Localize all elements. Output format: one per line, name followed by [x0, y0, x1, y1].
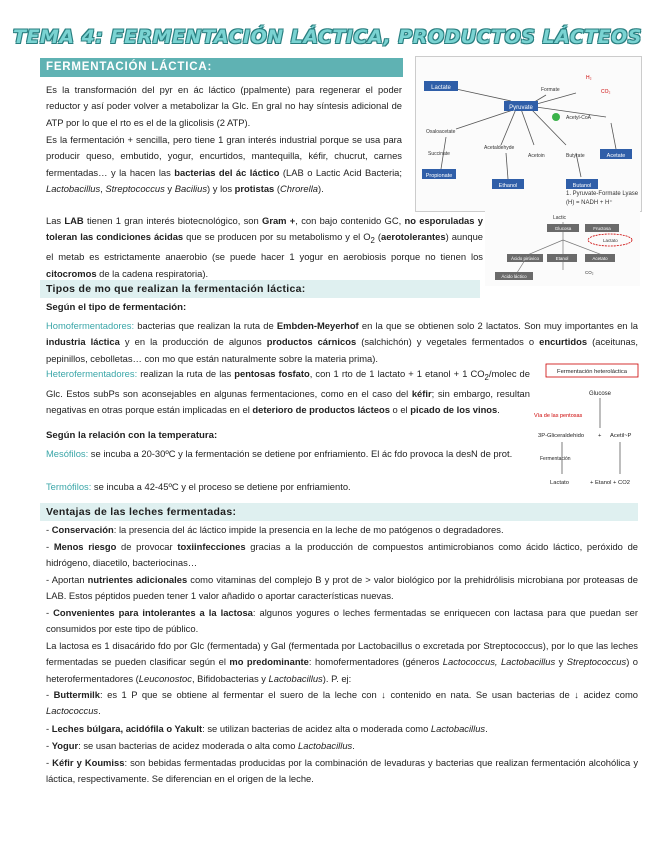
ethanol-label: Ethanol — [498, 183, 518, 189]
bullet-nutrientes: - Aportan nutrientes adicionales como vitaminas del complejo B y prot de > valor biológico por la prehidrólisis microbiana por proteasas de LAB. Estos péptidos pueden tener 1 valor añadido o aportar características nuevas. — [46, 574, 638, 602]
fig2-item-3: Ácido pirúvico — [510, 256, 540, 261]
fig2-item-6: CO₂ — [585, 270, 594, 275]
succinate-label: Succinate — [428, 151, 450, 157]
acetylcoa-label: Acetyl-CoA — [566, 115, 592, 121]
fig2-item-5: Acetato — [592, 256, 608, 261]
fig3-etanol: + Etanol + CO2 — [590, 480, 630, 486]
fig3-title: Fermentación heteroláctica — [557, 369, 627, 375]
bullet-kefir: - Kéfir y Koumiss: son bebidas fermentadas producidas por la combinación de levaduras y bacterias que realizan fermentación alcohólica y láctica, respectivamente. Se diferencian en el origen de la leche. — [46, 757, 639, 785]
butanol-label: Butanol — [572, 183, 592, 189]
co2-label: CO₂ — [601, 89, 611, 95]
caption-nadh: (H) = NADH + H⁺ — [566, 200, 613, 206]
pyruvate-pathways-figure — [415, 56, 642, 212]
fig2-item-7: Ácido láctico — [501, 274, 527, 279]
caption-pfl: 1. Pyruvate-Formate Lyase — [566, 191, 639, 197]
paragraph-mesofilos: Mesófilos: se incuba a 20-30ºC y la fermentación se detiene por enfriamiento. El ác fdo provoca la desN de prot. — [46, 448, 513, 459]
propionate-label: Propionate — [425, 173, 453, 179]
subheading-temperatura: Según la relación con la temperatura: — [46, 430, 218, 441]
bullet-conservacion: - Conservación: la presencia del ác láctico impide la presencia en la leche de mo patógenos o degradadores. — [46, 524, 504, 535]
fig2-item-1: Fructosa — [593, 226, 611, 231]
fig2-item-2: Lactato — [603, 238, 618, 243]
fig3-acetilp: Acetil~P — [610, 433, 632, 439]
butyrate-label: Butyrate — [566, 153, 585, 159]
paragraph-lactosa: La lactosa es 1 disacárido fdo por Glc (fermentada) y Gal (fermentada por Lactobacillus o excretada por Streptococcus), por lo que las leches fermentadas se pueden clasificar según el mo predominante: homofermentadores (géneros Lactococcus, Lactobacillus y Streptococcus) o heterofermentadores (Leuconostoc, Bifidobacterias y Lactobacillus). P. ej: — [46, 640, 638, 684]
fig3-gliceraldehido: 3P-Gliceraldehido — [538, 433, 585, 439]
fig2-item-4: Etanol — [555, 256, 569, 261]
paragraph-industrial: Es la fermentación + sencilla, pero tiene 1 gran interés industrial porque se usa para producir queso, embutido, yogur, encurtidos, mantequilla, kéfir, chucrut, carnes fermentadas… y la hacen las bacterias del ác láctico (LAB o Lactic Acid Bacteria; Lactobacillus, Streptococcus y Bacilius) y los protistas (Chrorella). — [46, 134, 402, 194]
fig3-pentosas: Vía de las pentosas — [534, 413, 583, 419]
paragraph-lab: Las LAB tienen 1 gran interés biotecnológico, son Gram +, con bajo contenido GC, no esporuladas y toleran las condiciones ácidas que se producen por su metabolismo y el $O_2$ (aerotolerantes) aunque el metab es estrictamente anaerobio (se puede hacer 1 yogur en aerobiosis porque no tienen los citocromos de la cadena respiratoria). — [46, 215, 484, 279]
fig3-glucose: Glucose — [588, 391, 612, 397]
h2-label: H₂ — [586, 75, 592, 81]
paragraph-termofilos: Termófilos: se incuba a 42-45ºC y el proceso se detiene por enfriamiento. — [46, 481, 351, 492]
bullet-buttermilk: - Buttermilk: es 1 P que se obtiene al fermentar el suero de la leche con ↓ contenido en nata. Se usan bacterias de ↓ acidez como Lactococcus. — [46, 689, 638, 717]
heterolactic-figure — [534, 362, 640, 490]
oxaloacetate-label: Oxaloacetate — [426, 129, 456, 135]
acetaldehyde-label: Acetaldehyde — [484, 145, 515, 151]
bullet-intolerantes: - Convenientes para intolerantes a la lactosa: algunos yogures o leches fermentadas se enriquecen con lactasa para que puedan ser consumidos por este tipo de público. — [46, 607, 638, 635]
section-heading-tipos: Tipos de mo que realizan la fermentación láctica: — [40, 280, 480, 298]
bullet-yogur: - Yogur: se usan bacterias de acidez moderada o alta como Lactobacillus. — [46, 740, 355, 751]
paragraph-heterofermentadores: Heterofermentadores: realizan la ruta de las pentosas fosfato, con 1 rto de 1 lactato + 1 etanol + 1 $CO_2$/molec de Glc. Estos subPs son aconsejables en algunas fermentaciones, como en el caso del kéfir; sin embargo, resultan negativas en otras porque están implicadas en el deterioro de productos lácteos o el picado de los vinos. — [46, 368, 530, 416]
acetylcoa-node — [552, 113, 560, 121]
fig3-fermentacion: Fermentación — [540, 456, 571, 462]
paragraph-intro: Es la transformación del pyr en ác láctico (ppalmente) para regenerar el poder reductor y así poder volver a metabolizar la Glc. En gral no hay síntesis adicional de ATP por lo que el rto es el de la glicolisis (2 ATP). — [46, 84, 402, 128]
acetoin-label: Acetoin — [528, 153, 545, 159]
bullet-menos-riesgo: - Menos riesgo de provocar toxiinfecciones gracias a la producción de compuestos antimicrobianos como ácido láctico, peróxido de hidrógeno, diacetilo, bacteriocinas… — [46, 541, 639, 569]
fig3-plus: + — [598, 433, 602, 439]
fig2-item-0: Glucosa — [554, 226, 572, 231]
lactate-label: Lactate — [431, 85, 451, 91]
bullet-leches-bulgara: - Leches búlgara, acidófila o Yakult: se utilizan bacterias de acidez alta o moderada como Lactobacillus. — [46, 723, 488, 734]
lactic-pathway-figure — [485, 210, 640, 286]
section-heading-fermentacion: FERMENTACIÓN LÁCTICA: — [40, 58, 403, 77]
pyruvate-label: Pyruvate — [509, 105, 533, 111]
fig2-title: Lactic — [553, 215, 567, 221]
section-heading-ventajas: Ventajas de las leches fermentadas: — [40, 503, 638, 521]
acetate-label: Acetate — [606, 153, 626, 159]
paragraph-homofermentadores: Homofermentadores: bacterias que realizan la ruta de Embden-Meyerhof en la que se obtienen solo 2 lactatos. Son muy importantes en la industria láctica y en la producción de algunos productos cárnicos (salchichón) y vegetales fermentados o encurtidos (aceitunas, pepinillos, cebolletas… con mo que están naturalmente sobre la materia prima). — [46, 320, 639, 364]
page-title: TEMA 4: FERMENTACIÓN LÁCTICA, PRODUCTOS LÁCTEOS — [12, 26, 642, 48]
subheading-tipo-fermentacion: Según el tipo de fermentación: — [46, 302, 187, 313]
formate-label: Formate — [541, 87, 560, 93]
fig3-lactato: Lactato — [550, 480, 570, 486]
